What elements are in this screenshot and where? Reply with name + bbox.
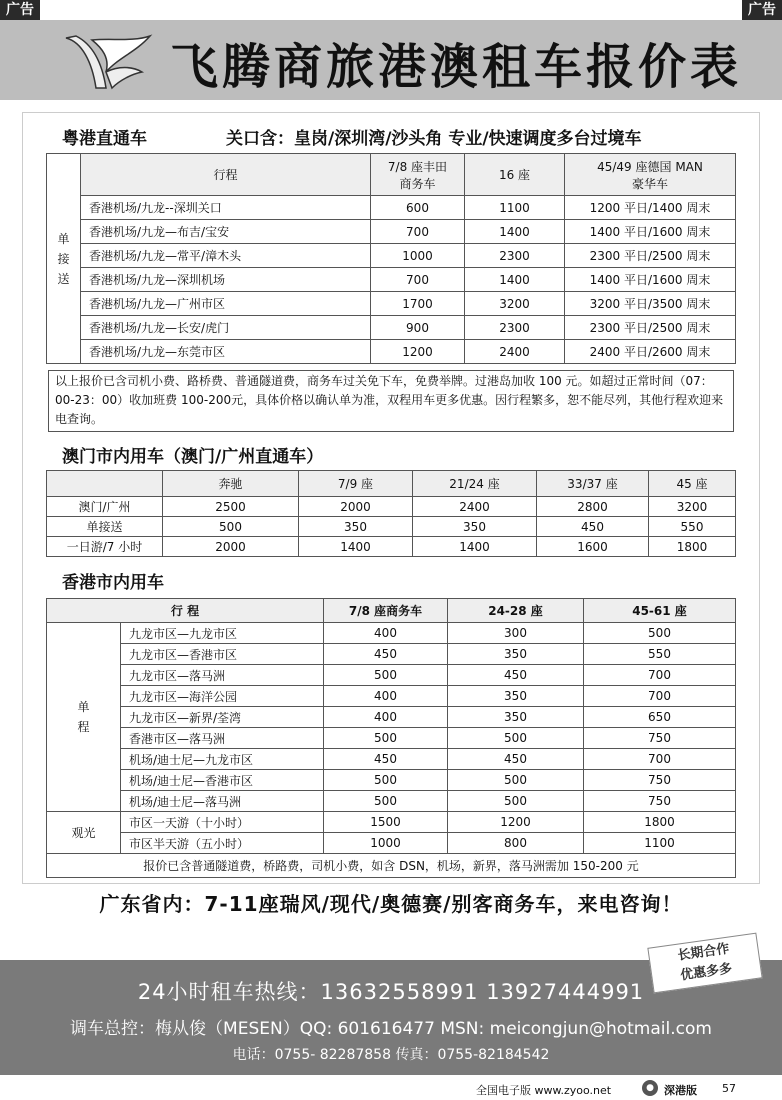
- col-header: 7/8 座商务车: [324, 599, 448, 623]
- section2-title: 澳门市内用车（澳门/广州直通车）: [62, 447, 324, 467]
- col-header: [47, 471, 163, 497]
- group-label-tour: 观光: [47, 812, 121, 854]
- table-cell: 1400: [465, 268, 565, 292]
- badge-line2: 优惠多多: [679, 961, 734, 984]
- col-header: 行程: [81, 154, 371, 196]
- badge-line1: 长期合作: [676, 941, 731, 964]
- table-cell: 市区半天游（五小时）: [121, 833, 324, 854]
- col-header: 16 座: [465, 154, 565, 196]
- table-cell: 1400 平日/1600 周末: [565, 268, 736, 292]
- phone-fax: 电话：0755- 82287858 传真：0755-82184542: [232, 1047, 550, 1063]
- table-cell: 500: [324, 728, 448, 749]
- table-cell: 400: [324, 707, 448, 728]
- hotline-text: 24小时租车热线：13632558991 13927444991: [137, 980, 645, 1004]
- table-cell: 1200: [371, 340, 465, 364]
- table-cell: 800: [448, 833, 584, 854]
- table-cell: 550: [649, 517, 736, 537]
- table-cell: 香港机场/九龙--深圳关口: [81, 196, 371, 220]
- table-cell: 1200 平日/1400 周末: [565, 196, 736, 220]
- site-url: 全国电子版 www.zyoo.net: [476, 1084, 612, 1097]
- table-cell: 1600: [537, 537, 649, 557]
- table-cell: 700: [584, 749, 736, 770]
- table-cell: 1200: [448, 812, 584, 833]
- col-header: 33/37 座: [537, 471, 649, 497]
- table-cell: 2400: [413, 497, 537, 517]
- col-header: 45-61 座: [584, 599, 736, 623]
- table-cell: 350: [448, 707, 584, 728]
- table-cell: 350: [413, 517, 537, 537]
- table-cell: 机场/迪士尼—九龙市区: [121, 749, 324, 770]
- table-cell: 450: [448, 665, 584, 686]
- table-cell: 750: [584, 770, 736, 791]
- col-header: 45 座: [649, 471, 736, 497]
- table-cell: 350: [299, 517, 413, 537]
- table-cell: 700: [371, 220, 465, 244]
- table-cell: 450: [324, 644, 448, 665]
- section3-title: 香港市内用车: [62, 573, 164, 593]
- col-header: 奔驰: [163, 471, 299, 497]
- dispatch-contact: 调车总控：梅从俊（MESEN）QQ: 601616477 MSN: meicongjun@hotmail.com: [70, 1019, 712, 1039]
- table-cell: 3200: [465, 292, 565, 316]
- table-cell: 1000: [324, 833, 448, 854]
- table-cell: 500: [448, 791, 584, 812]
- table-cell: 九龙市区—香港市区: [121, 644, 324, 665]
- table-cell: 单接送: [47, 517, 163, 537]
- table-cell: 600: [371, 196, 465, 220]
- table-cell: 3200: [649, 497, 736, 517]
- table-cell: 九龙市区—九龙市区: [121, 623, 324, 644]
- table-cell: 机场/迪士尼—落马洲: [121, 791, 324, 812]
- table-cell: 650: [584, 707, 736, 728]
- section1-subtitle: 关口含：皇岗/深圳湾/沙头角 专业/快速调度多台过境车: [226, 129, 642, 149]
- table-cell: 2300 平日/2500 周末: [565, 316, 736, 340]
- table-cell: 450: [537, 517, 649, 537]
- table-cell: 500: [448, 770, 584, 791]
- edition-icon: ●: [642, 1080, 658, 1096]
- table-cell: 750: [584, 728, 736, 749]
- province-service-line: 广东省内：7-11座瑞风/现代/奥德赛/别客商务车，来电咨询！: [99, 892, 683, 916]
- col-header: 行 程: [47, 599, 324, 623]
- table-cell: 500: [448, 728, 584, 749]
- table-cell: 2300: [465, 244, 565, 268]
- table-cell: 机场/迪士尼—香港市区: [121, 770, 324, 791]
- table-cell: 750: [584, 791, 736, 812]
- col-header: 45/49 座德国 MAN 豪华车: [565, 154, 736, 196]
- table-cell: 香港机场/九龙—广州市区: [81, 292, 371, 316]
- table-cell: 一日游/7 小时: [47, 537, 163, 557]
- table-cell: 1400 平日/1600 周末: [565, 220, 736, 244]
- table-cell: 2000: [163, 537, 299, 557]
- table-cell: 350: [448, 686, 584, 707]
- table-cell: 1800: [584, 812, 736, 833]
- table-cell: 700: [584, 665, 736, 686]
- table-cell: 450: [448, 749, 584, 770]
- table-cell: 900: [371, 316, 465, 340]
- table-cell: 九龙市区—落马洲: [121, 665, 324, 686]
- table-cell: 2400: [465, 340, 565, 364]
- table-cell: 1400: [465, 220, 565, 244]
- table-cell: 700: [584, 686, 736, 707]
- table-cell: 香港机场/九龙—常平/漳木头: [81, 244, 371, 268]
- table-cell: 550: [584, 644, 736, 665]
- table-cell: 1700: [371, 292, 465, 316]
- table-cell: 400: [324, 623, 448, 644]
- table-cell: 450: [324, 749, 448, 770]
- company-logo-icon: [62, 32, 154, 92]
- table-cell: 350: [448, 644, 584, 665]
- table-cell: 1100: [465, 196, 565, 220]
- table-cell: 香港市区—落马洲: [121, 728, 324, 749]
- section1-note: 以上报价已含司机小费、路桥费、普通隧道费，商务车过关免下车，免费举牌。过港岛加收 100 元。如超过正常时间（07：00-23：00）收加班费 100-200元，具体价格以确认单为准，双程用车更多优惠。因行程繁多，恕不能尽列，其他行程欢迎来电查询。: [48, 370, 734, 432]
- table-cell: 2000: [299, 497, 413, 517]
- table-cell: 2500: [163, 497, 299, 517]
- table-cell: 700: [371, 268, 465, 292]
- table-cell: 香港机场/九龙—深圳机场: [81, 268, 371, 292]
- col-header: 7/9 座: [299, 471, 413, 497]
- table-cell: 300: [448, 623, 584, 644]
- table-cell: 500: [163, 517, 299, 537]
- table-cell: 九龙市区—海洋公园: [121, 686, 324, 707]
- ad-label-left: 广告: [0, 0, 40, 20]
- side-label-single: 单 接 送: [47, 154, 81, 364]
- col-header: 7/8 座丰田 商务车: [371, 154, 465, 196]
- table-cell: 2300: [465, 316, 565, 340]
- page-title: 飞腾商旅港澳租车报价表: [170, 39, 743, 95]
- table-cell: 400: [324, 686, 448, 707]
- col-header: 21/24 座: [413, 471, 537, 497]
- edition-label: 深港版: [664, 1084, 697, 1097]
- hongkong-table: [46, 598, 736, 878]
- table-cell: 九龙市区—新界/荃湾: [121, 707, 324, 728]
- header-banner: [0, 20, 782, 100]
- page-number: 57: [722, 1082, 736, 1095]
- table-cell: 2300 平日/2500 周末: [565, 244, 736, 268]
- table-cell: 3200 平日/3500 周末: [565, 292, 736, 316]
- table-cell: 500: [324, 770, 448, 791]
- table-cell: 1800: [649, 537, 736, 557]
- macau-table: [46, 470, 736, 557]
- table-cell: 500: [324, 665, 448, 686]
- table-cell: 2400 平日/2600 周末: [565, 340, 736, 364]
- table-cell: 香港机场/九龙—长安/虎门: [81, 316, 371, 340]
- table-cell: 1400: [299, 537, 413, 557]
- table-cell: 市区一天游（十小时）: [121, 812, 324, 833]
- group-label-single: 单 程: [47, 623, 121, 812]
- col-header: 24-28 座: [448, 599, 584, 623]
- table-cell: 香港机场/九龙—东莞市区: [81, 340, 371, 364]
- table-cell: 澳门/广州: [47, 497, 163, 517]
- table-cell: 1400: [413, 537, 537, 557]
- table-cell: 500: [324, 791, 448, 812]
- table-cell: 2800: [537, 497, 649, 517]
- table-cell: 1100: [584, 833, 736, 854]
- section1-title: 粤港直通车: [62, 129, 147, 149]
- table-cell: 500: [584, 623, 736, 644]
- table-cell: 香港机场/九龙—布吉/宝安: [81, 220, 371, 244]
- page-footer: [0, 1080, 782, 1100]
- table-cell: 1000: [371, 244, 465, 268]
- table-cell: 1500: [324, 812, 448, 833]
- ad-label-right: 广告: [742, 0, 782, 20]
- cross-border-table: [46, 153, 736, 364]
- section3-note: 报价已含普通隧道费，桥路费，司机小费，如含 DSN，机场，新界，落马洲需加 150-200 元: [47, 854, 736, 878]
